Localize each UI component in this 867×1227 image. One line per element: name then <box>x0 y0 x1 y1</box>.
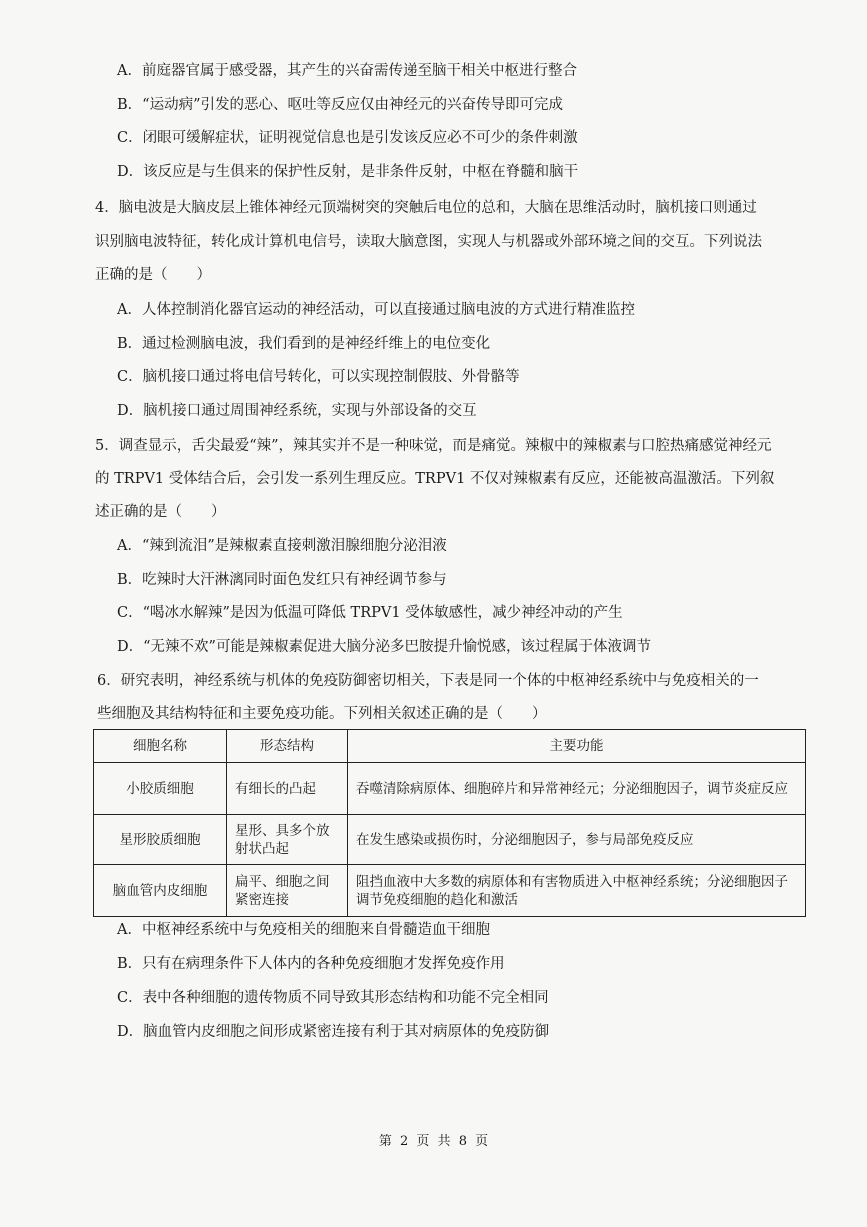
q5-option-c: C．“喝冰水解辣”是因为低温可降低 TRPV1 受体敏感性，减少神经冲动的产生 <box>117 605 623 621</box>
q3-option-d: D．该反应是与生俱来的保护性反射，是非条件反射，中枢在脊髓和脑干 <box>117 164 579 180</box>
q4-option-b: B．通过检测脑电波，我们看到的是神经纤维上的电位变化 <box>117 336 491 352</box>
q3-option-a: A．前庭器官属于感受器，其产生的兴奋需传递至脑干相关中枢进行整合 <box>117 63 577 79</box>
q6-option-d: D．脑血管内皮细胞之间形成紧密连接有利于其对病原体的免疫防御 <box>117 1024 550 1040</box>
q4-stem-line-2: 识别脑电波特征，转化成计算机电信号，读取大脑意图，实现人与机器或外部环境之间的交互。下列说法 <box>95 234 762 250</box>
q6-stem-line-1: 6．研究表明，神经系统与机体的免疫防御密切相关，下表是同一个体的中枢神经系统中与免疫相关的一 <box>97 673 759 689</box>
q5-option-d: D．“无辣不欢”可能是辣椒素促进大脑分泌多巴胺提升愉悦感，该过程属于体液调节 <box>117 639 651 655</box>
cell-name: 脑血管内皮细胞 <box>94 865 227 917</box>
q5-stem-line-3: 述正确的是（ ） <box>95 504 226 520</box>
cell-function-table <box>93 729 806 917</box>
q3-option-b: B．“运动病”引发的恶心、呕吐等反应仅由神经元的兴奋传导即可完成 <box>117 97 563 113</box>
table-header-row <box>94 730 806 763</box>
cell-morphology: 星形、具多个放射状凸起 <box>227 815 348 865</box>
cell-morphology: 有细长的凸起 <box>227 763 348 815</box>
header-cell-function: 主要功能 <box>348 730 806 763</box>
q5-option-b: B．吃辣时大汗淋漓同时面色发红只有神经调节参与 <box>117 572 447 588</box>
q6-option-b: B．只有在病理条件下人体内的各种免疫细胞才发挥免疫作用 <box>117 956 505 972</box>
q5-stem-line-1: 5．调查显示，舌尖最爱“辣”，辣其实并不是一种味觉，而是痛觉。辣椒中的辣椒素与口腔热痛感觉神经元 <box>95 438 772 454</box>
q4-stem-line-3: 正确的是（ ） <box>95 267 211 283</box>
page-number-footer: 第 2 页 共 8 页 <box>378 1134 489 1149</box>
cell-name: 星形胶质细胞 <box>94 815 227 865</box>
cell-function: 阻挡血液中大多数的病原体和有害物质进入中枢神经系统；分泌细胞因子调节免疫细胞的趋化和激活 <box>348 865 806 917</box>
q4-option-c: C．脑机接口通过将电信号转化，可以实现控制假肢、外骨骼等 <box>117 369 520 385</box>
cell-name: 小胶质细胞 <box>94 763 227 815</box>
table-row <box>94 815 806 865</box>
cell-function: 在发生感染或损伤时，分泌细胞因子，参与局部免疫反应 <box>348 815 806 865</box>
table-row <box>94 763 806 815</box>
q6-stem-line-2: 些细胞及其结构特征和主要免疫功能。下列相关叙述正确的是（ ） <box>97 706 547 722</box>
cell-morphology: 扁平、细胞之间紧密连接 <box>227 865 348 917</box>
q3-option-c: C．闭眼可缓解症状，证明视觉信息也是引发该反应必不可少的条件刺激 <box>117 130 578 146</box>
q6-option-c: C．表中各种细胞的遗传物质不同导致其形态结构和功能不完全相同 <box>117 990 549 1006</box>
q4-option-a: A．人体控制消化器官运动的神经活动，可以直接通过脑电波的方式进行精准监控 <box>117 302 635 318</box>
header-cell-morphology: 形态结构 <box>227 730 348 763</box>
header-cell-name: 细胞名称 <box>94 730 227 763</box>
q6-option-a: A．中枢神经系统中与免疫相关的细胞来自骨髓造血干细胞 <box>117 922 490 938</box>
table-row <box>94 865 806 917</box>
cell-function: 吞噬清除病原体、细胞碎片和异常神经元；分泌细胞因子，调节炎症反应 <box>348 763 806 815</box>
q5-option-a: A．“辣到流泪”是辣椒素直接刺激泪腺细胞分泌泪液 <box>117 538 447 554</box>
q5-stem-line-2: 的 TRPV1 受体结合后，会引发一系列生理反应。TRPV1 不仅对辣椒素有反应，还能被高温激活。下列叙 <box>95 471 775 487</box>
q4-stem-line-1: 4．脑电波是大脑皮层上锥体神经元顶端树突的突触后电位的总和，大脑在思维活动时，脑机接口则通过 <box>95 200 757 216</box>
q4-option-d: D．脑机接口通过周围神经系统，实现与外部设备的交互 <box>117 403 477 419</box>
